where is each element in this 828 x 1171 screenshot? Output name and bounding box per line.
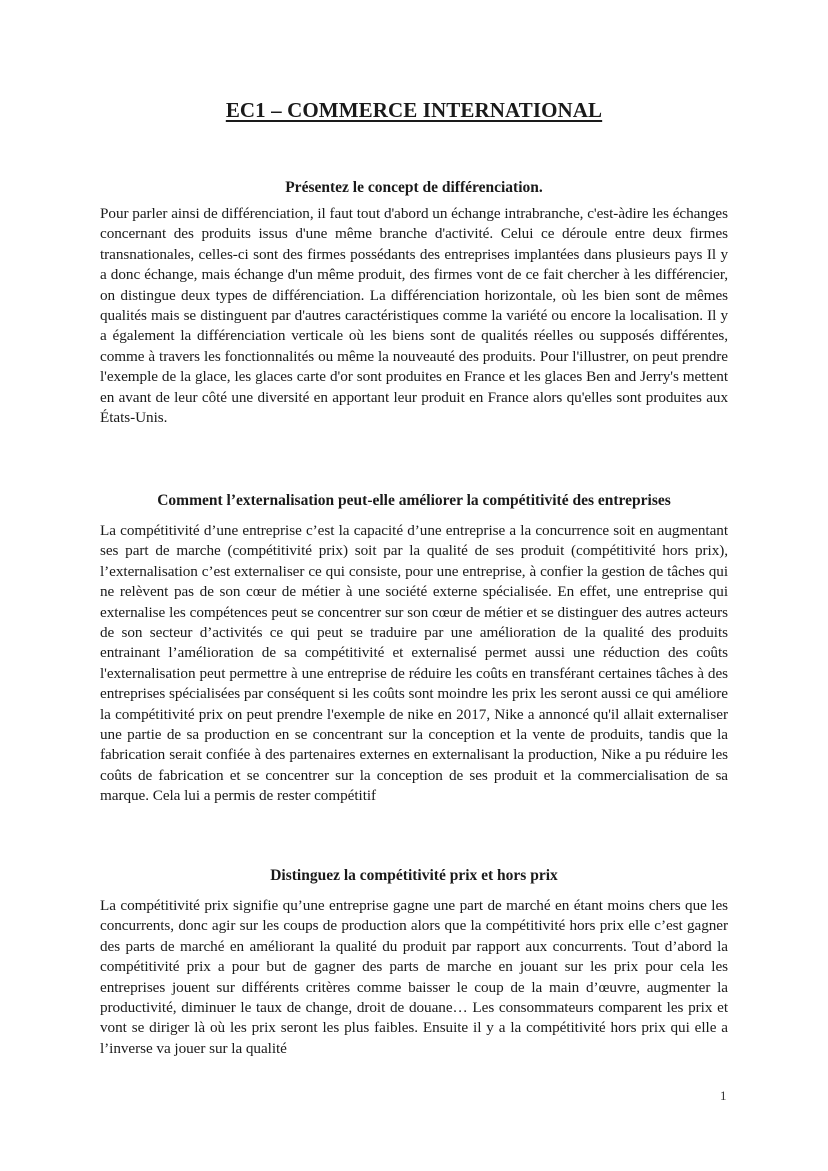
page-number: 1 [720, 1088, 727, 1103]
section-heading-externalisation: Comment l’externalisation peut-elle améliorer la compétitivité des entreprises [157, 492, 671, 509]
section-body-competitivite: La compétitivité prix signifie qu’une entreprise gagne une part de marché en étant moins chers que les concurrents, donc agir sur les coups de production alors que la compétitivité hors prix elle c’est gagner des parts de marché en améliorant la qualité du produit par rapport aux concurrents. Tout d’abord la compétitivité prix a pour but de gagner des parts de marche en jouant sur les prix pour cela les entreprises jouent sur différents critères comme baisser le coup de la main d’œuvre, augmenter la productivité, diminuer le taux de change, droit de douane… Les consommateurs comparent les prix et vont se diriger là où les prix seront les plus faibles. Ensuite il y a la compétitivité hors prix qui elle a l’inverse va jouer sur la qualité [100, 897, 728, 1057]
section-body-differenciation: Pour parler ainsi de différenciation, il faut tout d'abord un échange intrabranche, c'est-àdire les échanges concernant des produits issus d'une même branche d'activité. Celui ce déroule entre deux firmes transnationales, celles-ci sont des firmes possédants des entreprises implantées dans plusieurs pays Il y a donc échange, mais échange d'un même produit, des firmes vont de ce fait chercher à les différencier, on distingue deux types de différenciation. La différenciation horizontale, où les bien sont de mêmes qualités mais se distinguent par d'autres caractéristiques comme la variété ou encore la localisation. Il y a également la différenciation verticale où les biens sont de qualités réelles ou supposés différentes, comme à travers les fonctionnalités ou même la nouveauté des produits. Pour l'illustrer, on peut prendre l'exemple de la glace, les glaces carte d'or sont produites en France et les glaces Ben and Jerry's mettent en avant de leur côté une diversité en apportant leur produit en France alors qu'elles sont produites aux États-Unis. [100, 205, 728, 427]
document-title: EC1 – COMMERCE INTERNATIONAL [225, 98, 603, 122]
section-heading-differenciation: Présentez le concept de différenciation. [285, 179, 543, 196]
section-heading-competitivite: Distinguez la compétitivité prix et hors prix [270, 867, 558, 884]
section-body-externalisation: La compétitivité d’une entreprise c’est la capacité d’une entreprise a la concurrence soit en augmentant ses part de marche (compétitivité prix) soit par la qualité de ses produit (compétitivité hors prix), l’externalisation c’est externaliser ce qui consiste, pour une entreprise, à confier la gestion de tâches qui ne relèvent pas de son cœur de métier à une société externe spécialisée. En effet, une entreprise qui externalise les compétences peut se concentrer sur son cœur de métier et se distinguer des autres acteurs de son secteur d’activités ce qui peut se traduire par une amélioration de la qualité des produits entrainant l’amélioration de sa compétitivité et externalisé permet aussi une réduction des coûts l'externalisation peut permettre à une entreprise de réduire les coûts en transférant certaines tâches à des entreprises spécialisées par conséquent si les coûts sont moindre les prix les seront aussi ce qui améliore la compétitivité prix on peut prendre l'exemple de nike en 2017, Nike a annoncé qu'il allait externaliser une partie de sa production en se concentrant sur la conception et la vente de produits, tandis que la fabrication serait confiée à des partenaires externes en externalisant la production, Nike a pu réduire les coûts de fabrication et se concentrer sur la conception de ses produit et la commercialisation de sa marque. Cela lui a permis de rester compétitif [100, 522, 728, 805]
